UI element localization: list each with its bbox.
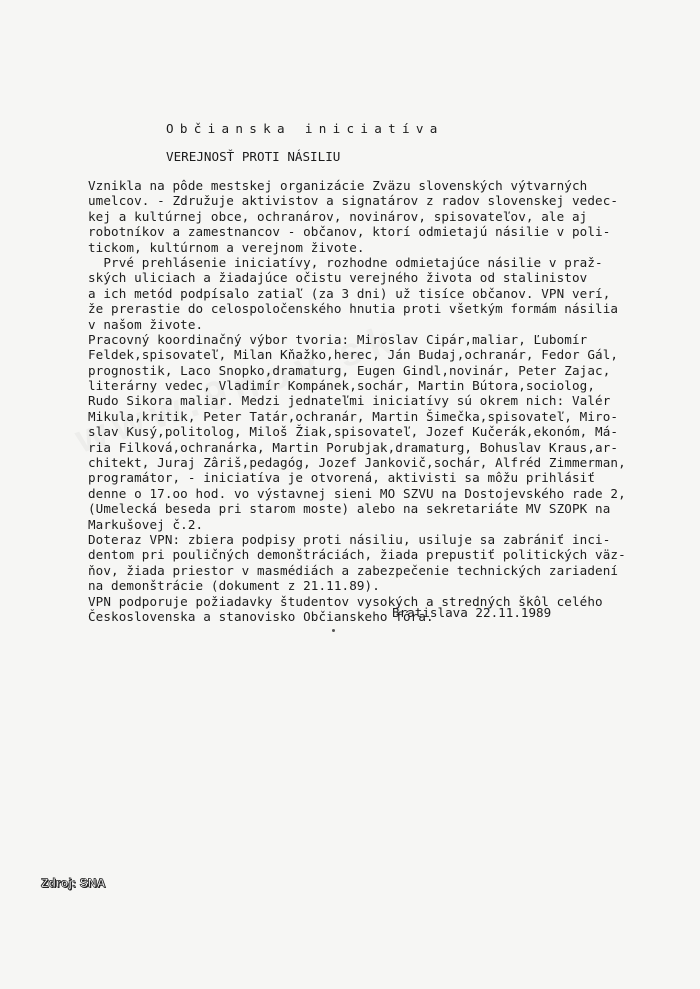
body-line: umelcov. - Združuje aktivistov a signatárov z radov slovenskej vedec- xyxy=(88,193,619,209)
body-line: Doteraz VPN: zbiera podpisy proti násiliu, usiluje sa zabrániť inci- xyxy=(88,531,611,547)
body-line: Prvé prehlásenie iniciatívy, rozhodne odmietajúce násilie v praž- xyxy=(88,254,603,270)
body-line: (Umelecká beseda pri starom moste) alebo na sekretariáte MV SZOPK na xyxy=(88,501,611,517)
body-line: a ich metód podpísalo zatiaľ (za 3 dni) už tisíce občanov. VPN verí, xyxy=(88,285,611,301)
body-line: ňov, žiada priestor v masmédiách a zabezpečenie technických zariadení xyxy=(88,562,619,578)
body-line: Markušovej č.2. xyxy=(88,516,204,532)
body-line: Československa a stanovisko Občianskeho fóra. xyxy=(88,608,434,624)
body-line: literárny vedec, Vladimír Kompánek,sochár, Martin Bútora,sociolog, xyxy=(88,378,596,394)
body-line: VPN podporuje požiadavky študentov vysokých a stredných škôl celého xyxy=(88,593,603,609)
body-line: Pracovný koordinačný výbor tvoria: Miroslav Cipár,maliar, Ľubomír xyxy=(88,331,588,347)
body-line: slav Kusý,politolog, Miloš Žiak,spisovateľ, Jozef Kučerák,ekonóm, Má- xyxy=(88,424,619,440)
body-line: že prerastie do celospoločenského hnutia proti všetkým formám násilia xyxy=(88,301,619,317)
body-line: prognostik, Laco Snopko,dramaturg, Eugen Gindl,novinár, Peter Zajac, xyxy=(88,362,611,378)
ink-dot xyxy=(332,629,335,632)
body-line: robotníkov a zamestnancov - občanov, ktorí odmietajú násilie v poli- xyxy=(88,224,611,240)
body-line: tickom, kultúrnom a verejnom živote. xyxy=(88,239,365,255)
document-body xyxy=(88,178,688,624)
body-line: programátor, - iniciatíva je otvorená, aktivisti sa môžu prihlásiť xyxy=(88,470,596,486)
body-line: Vznikla na pôde mestskej organizácie Zväzu slovenských výtvarných xyxy=(88,178,588,193)
body-line: na demonštrácie (dokument z 21.11.89). xyxy=(88,578,380,594)
body-line: v našom živote. xyxy=(88,316,204,332)
body-line: ských uliciach a žiadajúce očistu verejného života od stalinistov xyxy=(88,270,588,286)
body-line: ria Filková,ochranárka, Martin Porubjak,dramaturg, Bohuslav Kraus,ar- xyxy=(88,439,619,455)
document-subheading: VEREJNOSŤ PROTI NÁSILIU xyxy=(166,149,341,164)
body-line: Mikula,kritik, Peter Tatár,ochranár, Martin Šimečka,spisovateľ, Miro- xyxy=(88,408,619,424)
body-line: chitekt, Juraj Zâriš,pedagóg, Jozef Jankovič,sochár, Alfréd Zimmerman, xyxy=(88,455,626,471)
document-heading: Občianska iniciatíva xyxy=(166,121,444,136)
body-line: denne o 17.oo hod. vo výstavnej sieni MO SZVU na Dostojevského rade 2, xyxy=(88,485,626,501)
body-line: dentom pri pouličných demonštráciách, žiada prepustiť politických väz- xyxy=(88,547,626,563)
body-line: kej a kultúrnej obce, ochranárov, novinárov, spisovateľov, ale aj xyxy=(88,208,588,224)
source-label: Zdroj: SNA xyxy=(41,876,106,890)
body-line: Rudo Sikora maliar. Medzi jednateľmi iniciatívy sú okrem nich: Valér xyxy=(88,393,611,409)
place-date-signature: Bratislava 22.11.1989 xyxy=(392,605,552,620)
body-line: Feldek,spisovateľ, Milan Kňažko,herec, Ján Budaj,ochranár, Fedor Gál, xyxy=(88,347,619,363)
